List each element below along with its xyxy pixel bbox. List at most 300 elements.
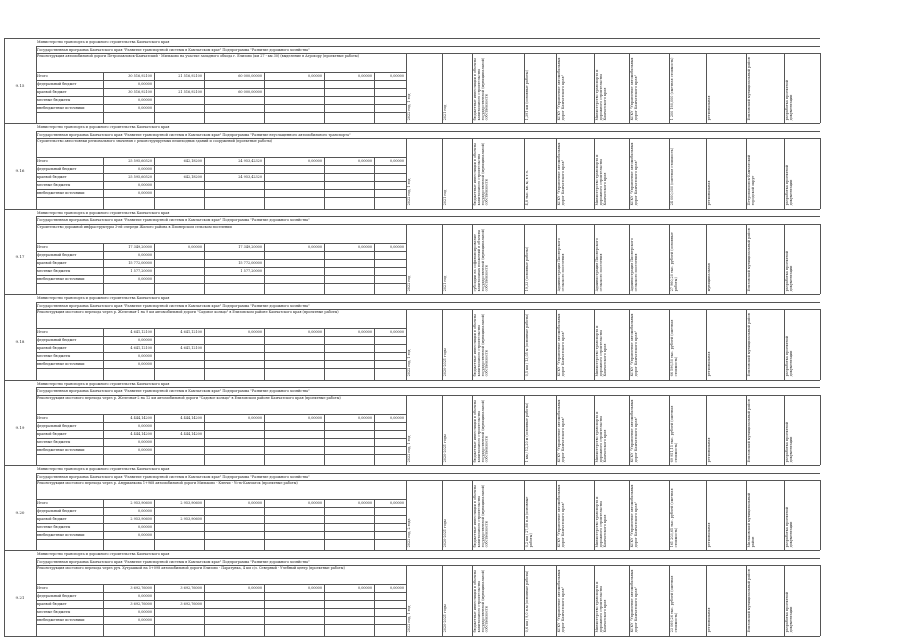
funding-source-label: федеральный бюджет (37, 252, 77, 257)
table-column-rule (820, 309, 821, 379)
funding-amount: 0,00000 (357, 74, 372, 78)
project-attribute: Министерство транспорта и дорожного строительства Камчатского края (595, 581, 607, 633)
funding-amount: 3 692,76000 (130, 586, 152, 591)
funding-amount: 0,00000 (389, 586, 404, 591)
project-attribute: КГКУ "Управление автомобильных дорог Камчатского края" (557, 313, 565, 377)
funding-amount: 17 349,20000 (128, 244, 152, 249)
table-column-rule (820, 395, 821, 465)
project-attribute: 2020-2021 годы (443, 519, 447, 548)
table-column-rule (374, 157, 375, 208)
funding-amount: 0,00000 (137, 252, 152, 257)
project-attribute: 0,2 км / 27,88 п.м (основные работы) (525, 496, 533, 548)
funding-amount: 21 516,92100 (178, 90, 202, 94)
table-rule (36, 414, 406, 415)
table-rule (36, 72, 406, 73)
funding-amount: 0,00000 (137, 439, 152, 444)
project-attribute: 2022 год, 1 год (407, 349, 411, 377)
table-rule (36, 46, 820, 47)
table-column-rule (4, 123, 5, 208)
funding-amount: 4 444,14200 (130, 415, 152, 420)
table-column-rule (324, 584, 325, 635)
funding-amount: 0,00000 (137, 338, 152, 343)
project-attribute: разработка проектной документации (785, 336, 793, 377)
project-title: Строительство дорожной инфраструктуры 3-ей очереди Жилого района в Пионерском сельском поселении (37, 224, 232, 229)
table-rule (36, 584, 406, 585)
project-attribute: Министерство транспорта и дорожного строительства Камчатского края (595, 325, 607, 377)
project-attribute: КГКУ "Управление автомобильных дорог Камчатского края" (557, 142, 565, 206)
table-rule (36, 112, 406, 113)
funding-amount: 24 953,42320 (238, 159, 262, 164)
funding-amount: 0,00000 (137, 610, 152, 615)
funding-source-label: внебюджетные источники (37, 191, 85, 196)
project-attribute: разработка проектной документации (785, 250, 793, 292)
table-rule (4, 38, 820, 39)
table-rule (36, 387, 820, 388)
table-rule (36, 243, 406, 244)
project-block (4, 123, 820, 208)
project-attribute: Администрация Пионерского сельского поселения (630, 237, 638, 292)
project-number: 9.18 (15, 339, 25, 345)
table-column-rule (204, 72, 205, 123)
funding-amount: 0,00000 (247, 501, 262, 505)
program-name: Государственная программа Камчатского края "Развитие транспортной системы в Камчатском крае" Подпрограмма "Развитие дорожного хозяйства" (37, 389, 310, 394)
table-column-rule (264, 72, 265, 123)
table-column-rule (204, 499, 205, 550)
funding-source-label: местные бюджеты (37, 610, 71, 615)
project-attribute: 2021 год (443, 190, 447, 206)
table-column-rule (264, 157, 265, 208)
table-column-rule (374, 499, 375, 550)
table-rule (36, 181, 406, 182)
project-attribute: разработка проектной документации (785, 421, 793, 462)
funding-amount: 1 577,20000 (130, 268, 152, 273)
table-column-rule (264, 499, 265, 550)
funding-amount: 30 516,92100 (128, 90, 152, 94)
funding-source-label: внебюджетные источники (37, 106, 85, 110)
funding-amount: 0,00000 (137, 167, 152, 172)
funding-source-label: Итого (37, 330, 48, 335)
funding-amount: 0,00000 (187, 244, 202, 249)
project-attribute: 4,8 тыс. кв. м, в т.ч. (525, 170, 529, 206)
table-rule (36, 328, 406, 329)
program-name: Государственная программа Камчатского края "Развитие транспортной системы в Камчатском крае" Подпрограмма "Развитие дорожного хозяйства" (37, 559, 310, 564)
funding-source-label: местные бюджеты (37, 525, 71, 529)
funding-amount: 0,00000 (137, 362, 152, 367)
funding-amount: 0,00000 (137, 276, 152, 281)
table-rule (36, 104, 406, 105)
project-attribute: Елизовский муниципальный район (747, 227, 751, 292)
table-rule (36, 267, 406, 268)
project-attribute: 24 000,000 (сметная стоимость) (670, 148, 674, 206)
table-rule (36, 344, 406, 345)
project-title: Реконструкция мостового перехода через р. Железная-1 на 9 км автомобильной дороги "Садовое кольцо" в Елизовском районе Камчатского края (проектные работы) (37, 310, 339, 315)
project-number: 9.20 (15, 510, 25, 515)
funding-source-label: местные бюджеты (37, 98, 71, 102)
project-block (4, 380, 820, 465)
funding-amount: 0,00000 (307, 501, 322, 505)
project-attribute: КГКУ "Управление автомобильных дорог Камчатского края" (630, 57, 638, 121)
funding-amount: 15 772,00000 (128, 260, 152, 265)
funding-source-label: федеральный бюджет (37, 82, 77, 86)
project-attribute: 2022 год, 1 год (407, 178, 411, 206)
project-attribute: КГКУ "Управление автомобильных дорог Камчатского края" (630, 399, 638, 462)
table-rule (36, 523, 406, 524)
funding-amount: 4 444,14200 (180, 415, 202, 420)
funding-amount: 0,00000 (389, 330, 404, 335)
project-attribute: Администрация Пионерского сельского поселения (557, 237, 565, 292)
project-attribute: 2022 год, 1 год (407, 605, 411, 633)
project-attribute: 1 км / 12,20 м (основные работы) (525, 402, 529, 462)
table-rule (36, 131, 820, 132)
project-title: Реконструкция автомобильной дороги Петропавловск-Камчатский - Мильково на участке западного обхода г. Елизово (км 27 - км 30) (выделение в Агрохору (проектные работы) (37, 54, 359, 58)
table-column-rule (4, 38, 5, 123)
funding-source-label: федеральный бюджет (37, 167, 77, 172)
funding-amount: 25 595,60520 (128, 159, 152, 164)
table-rule (36, 507, 406, 508)
ministry-name: Министерство транспорта и дорожного строительства Камчатского края (37, 467, 170, 471)
table-column-rule (324, 72, 325, 123)
project-attribute: 1 200 180,000 (сметная стоимость) (670, 57, 674, 121)
table-column-rule (264, 414, 265, 465)
table-rule (406, 53, 820, 54)
table-column-rule (264, 243, 265, 294)
funding-amount: 0,00000 (357, 415, 372, 420)
project-attribute: региональная (707, 351, 711, 377)
project-attribute: Министерство транспорта и дорожного строительства Камчатского края (595, 154, 607, 206)
funding-source-label: Итого (37, 586, 48, 591)
program-name: Государственная программа Камчатского края "Развитие транспортной системы в Камчатском крае" Подпрограмма "Развитие дорожного хозяйства" (37, 47, 310, 52)
funding-amount: 3 692,76000 (180, 586, 202, 591)
funding-amount: 0,00000 (137, 594, 152, 599)
table-rule (36, 352, 406, 353)
project-title: Реконструкция мостового перехода через руч. Хутрашкой на 5+098 автомобильной дороги Елизово - Паратунка, 4 км с/з. Северный - Учебный центр (проектные работы) (37, 566, 345, 571)
table-rule (36, 283, 406, 284)
funding-amount: 0,00000 (357, 501, 372, 505)
project-attribute: 2021 год (443, 104, 447, 121)
project-attribute: бюджетные инвестиции в объекты капитального строительства государственной (муниципальной) собственности (473, 143, 489, 206)
table-column-rule (324, 499, 325, 550)
table-column-rule (324, 328, 325, 379)
table-rule (36, 336, 406, 337)
project-attribute: бюджетные инвестиции в объекты капитального строительства государственной (муниципальной) собственности (473, 313, 489, 377)
table-rule (36, 259, 406, 260)
table-column-rule (820, 138, 821, 208)
funding-amount: 25 595,60520 (128, 175, 152, 180)
table-column-rule (374, 584, 375, 635)
table-column-rule (264, 328, 265, 379)
funding-amount: 0,00000 (307, 244, 322, 249)
funding-amount: 0,00000 (137, 354, 152, 359)
project-block (4, 294, 820, 379)
funding-source-label: внебюджетные источники (37, 447, 85, 452)
project-attribute: 69 951,15 тыс. рублей (сметная стоимость) (670, 405, 678, 462)
project-attribute: КГКУ "Управление автомобильных дорог Камчатского края" (630, 142, 638, 206)
table-rule (36, 473, 820, 474)
table-column-rule (154, 414, 155, 465)
funding-amount: 0,00000 (137, 98, 152, 102)
project-attribute: Министерство транспорта и дорожного строительства Камчатского края (595, 69, 607, 121)
project-attribute: региональная (707, 607, 711, 633)
table-column-rule (204, 157, 205, 208)
program-name: Государственная программа Камчатского края "Развитие транспортной системы в Камчатском крае" Подпрограмма "Развитие неуслащенного автомобильного транспорта" (37, 132, 351, 137)
table-rule (36, 499, 406, 500)
table-rule (36, 173, 406, 174)
table-column-rule (4, 465, 5, 550)
project-number: 9.17 (15, 253, 25, 259)
project-number: 9.19 (15, 424, 25, 430)
funding-source-label: местные бюджеты (37, 439, 71, 444)
funding-source-label: Итого (37, 501, 48, 505)
project-attribute: региональная (707, 95, 711, 121)
table-column-rule (154, 584, 155, 635)
funding-amount: 0,00000 (357, 244, 372, 249)
funding-amount: 642,18200 (183, 175, 202, 180)
funding-amount: 0,00000 (137, 106, 152, 110)
funding-amount: 4 641,12100 (130, 330, 152, 335)
project-title: Строительство автостоянки регионального значения с реконструируемых пешеходных зданий и сооружений (проектные работы) (37, 139, 272, 144)
project-attribute: бюджетные инвестиции в объекты капитального строительства государственной (муниципальной) собственности (473, 570, 489, 633)
table-rule (36, 165, 406, 166)
funding-amount: 3 692,76000 (180, 602, 202, 607)
table-column-rule (4, 550, 5, 635)
project-attribute: Елизовский муниципальный район (747, 313, 751, 377)
table-rule (36, 539, 406, 540)
funding-amount: 4 641,12100 (130, 346, 152, 351)
table-rule (36, 302, 820, 303)
project-attribute: Елизовский муниципальный район (747, 398, 751, 462)
project-attribute: региональная (707, 180, 711, 206)
project-attribute: КГКУ "Управление автомобильных дорог Камчатского края" (557, 569, 565, 633)
table-rule (36, 96, 406, 97)
funding-amount: 0,00000 (247, 330, 262, 335)
ministry-name: Министерство транспорта и дорожного строительства Камчатского края (37, 296, 170, 301)
table-rule (4, 550, 820, 551)
table-rule (36, 360, 406, 361)
project-attribute: КГКУ "Управление автомобильных дорог Камчатского края" (630, 484, 638, 548)
table-column-rule (820, 224, 821, 294)
table-rule (406, 480, 820, 481)
table-rule (36, 608, 406, 609)
table-column-rule (820, 565, 821, 635)
funding-source-label: краевой бюджет (37, 90, 67, 94)
project-attribute: 0,6 км / 9,0 п.м (основные работы) (525, 571, 529, 633)
program-name: Государственная программа Камчатского края "Развитие транспортной системы в Камчатском крае" Подпрограмма "Развитие дорожного хозяйства" (37, 303, 310, 308)
table-rule (36, 368, 406, 369)
table-rule (36, 558, 820, 559)
funding-source-label: федеральный бюджет (37, 509, 77, 513)
funding-source-label: краевой бюджет (37, 260, 67, 265)
funding-source-label: федеральный бюджет (37, 423, 77, 428)
table-rule (36, 216, 820, 217)
funding-source-label: внебюджетные источники (37, 533, 85, 537)
table-column-rule (154, 243, 155, 294)
table-rule (36, 616, 406, 617)
project-attribute: КГКУ "Управление автомобильных дорог Камчатского края" (557, 57, 565, 121)
funding-source-label: краевой бюджет (37, 175, 67, 180)
funding-amount: 0,00000 (137, 509, 152, 513)
funding-amount: 4 641,12100 (180, 346, 202, 351)
project-attribute: 19,33 (основные работы) (525, 246, 529, 292)
funding-amount: 0,00000 (247, 586, 262, 591)
funding-amount: 0,00000 (137, 533, 152, 537)
project-attribute: 2020-2021 годы (443, 604, 447, 633)
table-rule (36, 197, 406, 198)
table-column-rule (204, 328, 205, 379)
project-attribute: 27 960,20 тыс. рублей (основные работы) (670, 232, 678, 292)
table-column-rule (154, 157, 155, 208)
project-block (4, 209, 820, 294)
funding-amount: 0,00000 (137, 618, 152, 623)
funding-amount: 24 953,42320 (238, 175, 262, 180)
funding-amount: 2 953,90600 (180, 501, 202, 505)
table-rule (36, 446, 406, 447)
project-attribute: 66 596,50 тыс. рублей (сметная стоимость) (670, 319, 678, 377)
document-page (4, 38, 820, 636)
funding-amount: 0,00000 (307, 74, 322, 78)
table-column-rule (324, 414, 325, 465)
funding-source-label: местные бюджеты (37, 268, 71, 273)
funding-amount: 0,00000 (137, 423, 152, 428)
project-attribute: бюджетные инвестиции в объекты капитального строительства государственной (муниципальной) собственности (473, 484, 489, 548)
project-block (4, 465, 820, 550)
table-column-rule (374, 243, 375, 294)
project-attribute: 2022 год, 2 года (407, 518, 411, 548)
funding-amount: 0,00000 (357, 159, 372, 164)
funding-amount: 0,00000 (137, 82, 152, 86)
table-column-rule (154, 72, 155, 123)
table-rule (36, 251, 406, 252)
table-column-rule (4, 380, 5, 465)
funding-amount: 0,00000 (137, 183, 152, 188)
table-rule (4, 123, 820, 124)
project-attribute: 0,5 км / 13,05 м (основные работы) (525, 313, 529, 377)
program-name: Государственная программа Камчатского края "Развитие транспортной системы в Камчатском крае" Подпрограмма "Развитие дорожного хозяйства" (37, 474, 310, 479)
table-rule (36, 88, 406, 89)
project-number: 9.16 (15, 168, 25, 174)
funding-amount: 2 953,90600 (130, 501, 152, 505)
project-block (4, 38, 820, 123)
funding-amount: 0,00000 (307, 415, 322, 420)
funding-amount: 0,00000 (137, 525, 152, 529)
project-attribute: разработка проектной документации (785, 79, 793, 121)
funding-source-label: федеральный бюджет (37, 338, 77, 343)
funding-source-label: краевой бюджет (37, 517, 67, 521)
table-rule (36, 157, 406, 158)
project-attribute: разработка проектной документации (785, 592, 793, 633)
table-rule (36, 422, 406, 423)
funding-source-label: краевой бюджет (37, 431, 67, 436)
table-column-rule (264, 584, 265, 635)
project-title: Реконструкция мостового перехода через р. Железная-2 на 12 км автомобильной дороги "Садовое кольцо" в Елизовском районе Камчатского края (проектные работы) (37, 395, 341, 400)
funding-amount: 3 692,76000 (130, 602, 152, 607)
table-column-rule (154, 499, 155, 550)
table-column-rule (374, 414, 375, 465)
project-attribute: 2022 год, 1 год (407, 93, 411, 121)
table-column-rule (324, 157, 325, 208)
ministry-name: Министерство транспорта и дорожного строительства Камчатского края (37, 125, 170, 130)
funding-amount: 21 516,92100 (178, 74, 202, 78)
table-column-rule (374, 72, 375, 123)
funding-amount: 0,00000 (357, 330, 372, 335)
funding-amount: 0,00000 (389, 244, 404, 249)
project-attribute: Министерство транспорта и дорожного строительства Камчатского края (595, 496, 607, 548)
table-rule (36, 80, 406, 81)
project-attribute: Петропавловск-Камчатский городской округ (747, 155, 755, 206)
project-number: 9.15 (15, 83, 25, 88)
project-attribute: разработка проектной документации (785, 506, 793, 548)
project-attribute: 2021 год (443, 275, 447, 292)
project-attribute: 1,391 км (основные работы) (525, 70, 529, 121)
table-column-rule (4, 209, 5, 294)
ministry-name: Министерство транспорта и дорожного строительства Камчатского края (37, 210, 170, 215)
project-attribute: 2020-2021 годы (443, 348, 447, 377)
funding-amount: 4 444,14200 (180, 431, 202, 436)
ministry-name: Министерство транспорта и дорожного строительства Камчатского края (37, 381, 170, 386)
table-rule (36, 189, 406, 190)
project-attribute: 23 069,26 тыс. рублей (сметная стоимость) (670, 575, 678, 633)
table-column-rule (4, 294, 5, 379)
funding-source-label: внебюджетные источники (37, 618, 85, 623)
table-rule (4, 294, 820, 295)
project-attribute: 2020-2021 годы (443, 433, 447, 462)
funding-amount: 0,00000 (137, 191, 152, 196)
project-attribute: разработка проектной документации (785, 165, 793, 206)
funding-source-label: внебюджетные источники (37, 362, 85, 367)
project-number: 9.21 (15, 595, 25, 601)
ministry-name: Министерство транспорта и дорожного строительства Камчатского края (37, 40, 170, 44)
funding-amount: 0,00000 (389, 415, 404, 420)
funding-source-label: местные бюджеты (37, 354, 71, 359)
table-rule (406, 395, 820, 396)
project-attribute: 161 203,65 тыс. рублей (сметная стоимость) (670, 488, 678, 548)
table-column-rule (204, 414, 205, 465)
project-attribute: КГКУ "Управление автомобильных дорог Камчатского края" (557, 399, 565, 462)
funding-amount: 1 577,20000 (240, 268, 262, 273)
funding-amount: 60 000,00000 (238, 90, 262, 94)
funding-amount: 2 953,90600 (130, 517, 152, 521)
funding-amount: 0,00000 (307, 586, 322, 591)
table-rule (4, 636, 820, 637)
table-rule (36, 515, 406, 516)
table-rule (36, 531, 406, 532)
project-attribute: бюджетные инвестиции в объекты капитального строительства государственной (муниципальной) собственности (473, 399, 489, 462)
project-attribute: муниципальная (707, 262, 711, 292)
table-column-rule (820, 480, 821, 550)
table-rule (36, 454, 406, 455)
funding-amount: 17 349,20000 (238, 244, 262, 249)
funding-amount: 0,00000 (389, 159, 404, 164)
funding-source-label: Итого (37, 415, 48, 420)
funding-source-label: краевой бюджет (37, 346, 67, 351)
project-attribute: 2022 год (407, 275, 411, 292)
table-rule (4, 380, 820, 381)
table-rule (36, 438, 406, 439)
table-column-rule (374, 328, 375, 379)
funding-source-label: местные бюджеты (37, 183, 71, 188)
table-rule (4, 465, 820, 466)
table-rule (406, 224, 820, 225)
funding-amount: 60 000,00000 (238, 74, 262, 78)
funding-amount: 2 953,90600 (180, 517, 202, 521)
funding-amount: 0,00000 (307, 330, 322, 335)
table-rule (36, 430, 406, 431)
funding-amount: 642,18200 (183, 159, 202, 164)
project-attribute: Администрация Пионерского сельского поселения (595, 237, 603, 292)
project-title: Реконструкция мостового перехода через р. Андрианкова 1+968 автомобильной дороги Мильково - Ключи - Усть-Камчатск (проектные работы) (37, 481, 298, 485)
project-attribute: 2022 год, 1 год (407, 435, 411, 462)
project-block (4, 550, 820, 635)
funding-source-label: Итого (37, 244, 48, 249)
